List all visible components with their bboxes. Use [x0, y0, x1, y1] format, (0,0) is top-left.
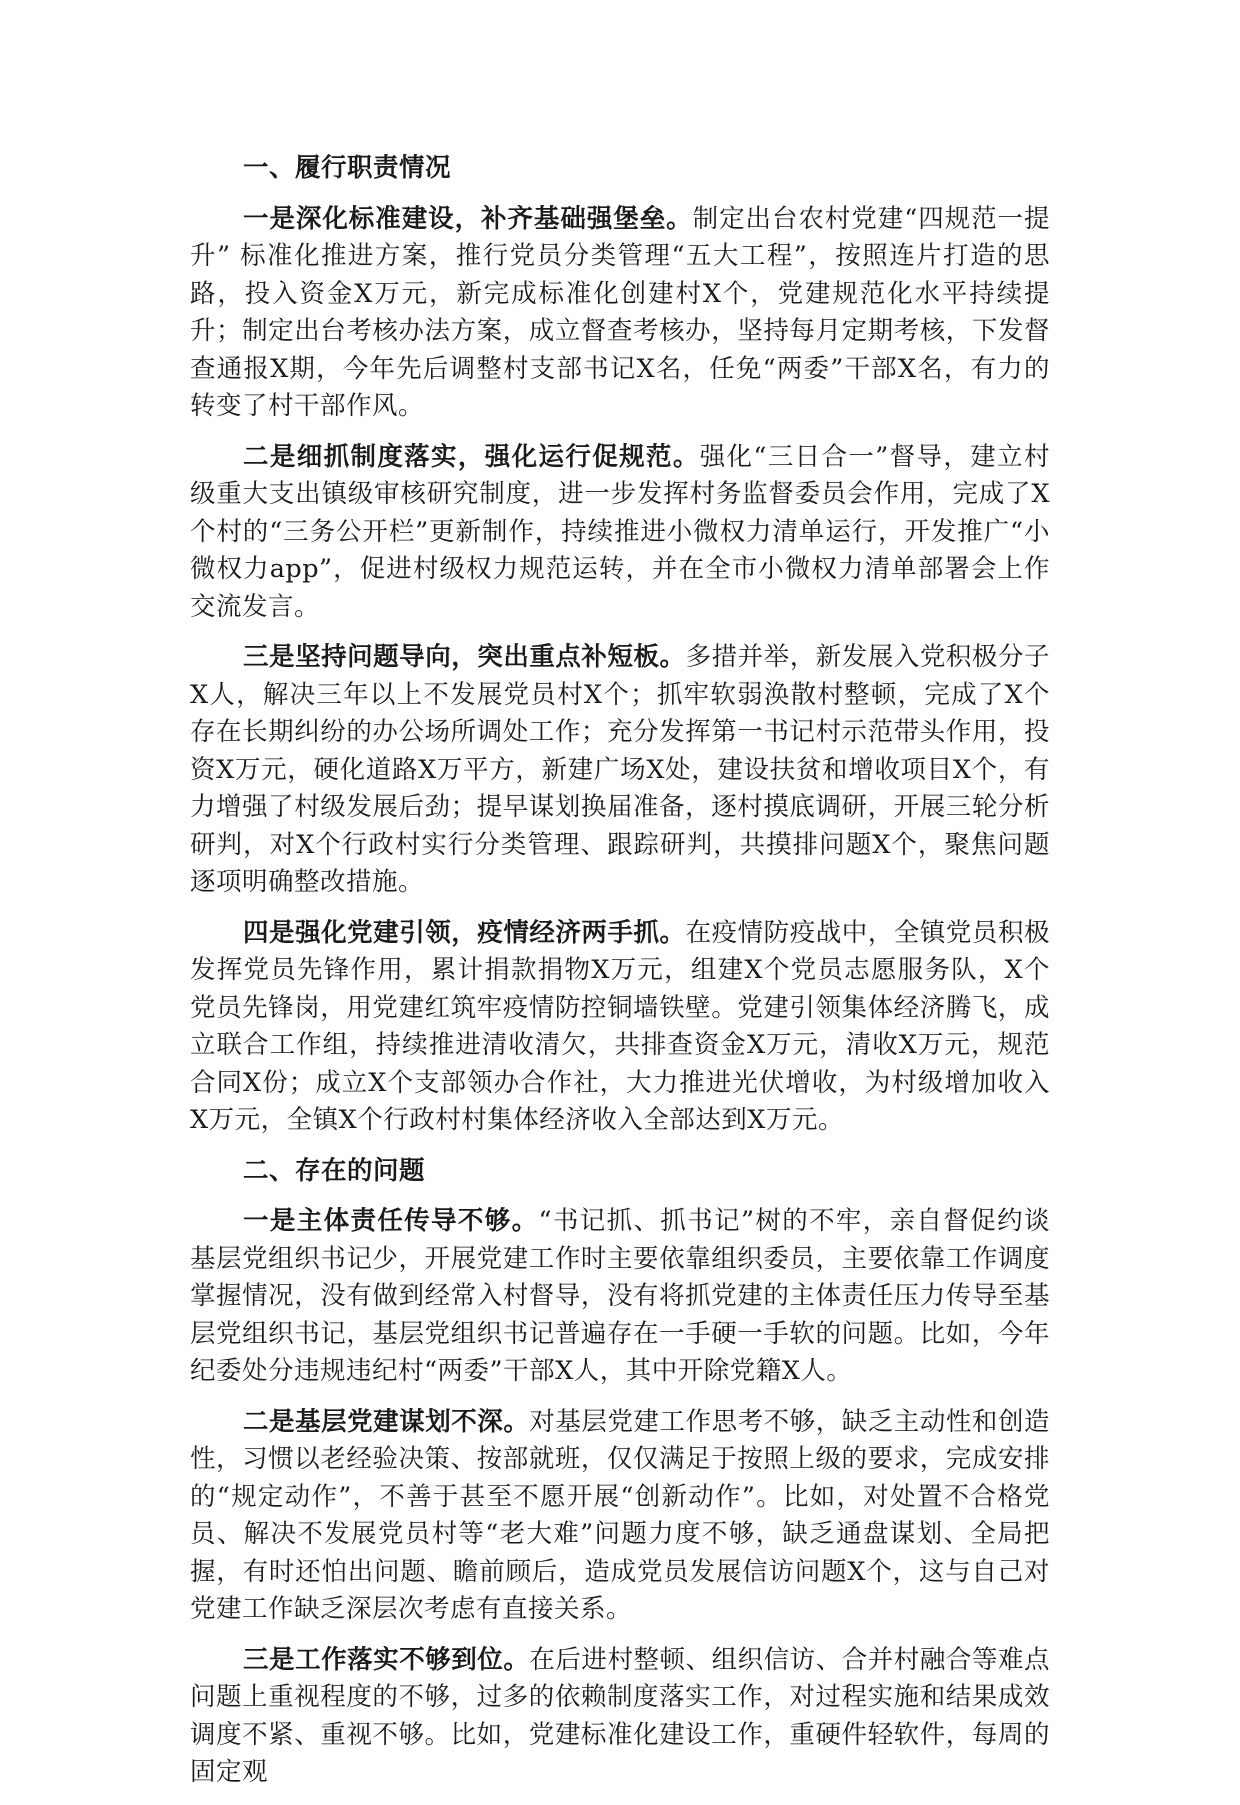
- section-heading-1: 一、履行职责情况: [243, 153, 452, 183]
- paragraph-body: 对基层党建工作思考不够，缺乏主动性和创造性，习惯以老经验决策、按部就班，仅仅满足于按照上级的要求，完成安排的“规定动作”，不善于甚至不愿开展“创新动作”。比如，对处置不合格党员、解决不发展党员村等“老大难”问题力度不够，缺乏通盘谋划、全局把握，有时还怕出问题、瞻前顾后，造成党员发展信访问题X个，这与自己对党建工作缺乏深层次考虑有直接关系。: [190, 1406, 1050, 1624]
- paragraph-2-2: [190, 1404, 1050, 1629]
- paragraph-1-2: [190, 439, 1050, 627]
- paragraph-2-1: [190, 1203, 1050, 1391]
- paragraph-2-3: [190, 1642, 1050, 1792]
- paragraph-body: 制定出台农村党建“四规范一提升” 标准化推进方案，推行党员分类管理“五大工程”，按照连片打造的思路，投入资金X万元，新完成标准化创建村X个，党建规范化水平持续提升；制定出台考核办法方案，成立督查考核办，坚持每月定期考核，下发督查通报X期，今年先后调整村支部书记X名，任免“两委”干部X名，有力的转变了村干部作风。: [190, 203, 1050, 421]
- paragraph-1-4: [190, 915, 1050, 1140]
- paragraph-lead: 二是细抓制度落实，强化运行促规范。: [243, 441, 700, 472]
- paragraph-lead: 四是强化党建引领，疫情经济两手抓。: [243, 917, 686, 948]
- paragraph-body: 在疫情防疫战中，全镇党员积极发挥党员先锋作用，累计捐款捐物X万元，组建X个党员志愿服务队，X个党员先锋岗，用党建红筑牢疫情防控铜墙铁壁。党建引领集体经济腾飞，成立联合工作组，持续推进清收清欠，共排查资金X万元，清收X万元，规范合同X份；成立X个支部领办合作社，大力推进光伏增收，为村级增加收入X万元，全镇X个行政村村集体经济收入全部达到X万元。: [190, 917, 1050, 1135]
- paragraph-lead: 一是深化标准建设，补齐基础强堡垒。: [243, 203, 693, 234]
- document-page: [190, 150, 1050, 1805]
- paragraph-lead: 三是坚持问题导向，突出重点补短板。: [243, 642, 686, 672]
- paragraph-lead: 二是基层党建谋划不深。: [243, 1406, 530, 1437]
- paragraph-body: 强化“三日合一”督导，建立村级重大支出镇级审核研究制度，进一步发挥村务监督委员会作用，完成了X个村的“三务公开栏”更新制作，持续推进小微权力清单运行，开发推广“小微权力app”，促进村级权力规范运转，并在全市小微权力清单部署会上作交流发言。: [190, 441, 1050, 622]
- paragraph-body: “书记抓、抓书记”树的不牢，亲自督促约谈基层党组织书记少，开展党建工作时主要依靠组织委员，主要依靠工作调度掌握情况，没有做到经常入村督导，没有将抓党建的主体责任压力传导至基层党组织书记，基层党组织书记普遍存在一手硬一手软的问题。比如，今年纪委处分违规违纪村“两委”干部X人，其中开除党籍X人。: [190, 1206, 1050, 1386]
- paragraph-body: 多措并举，新发展入党积极分子X人，解决三年以上不发展党员村X个；抓牢软弱涣散村整顿，完成了X个存在长期纠纷的办公场所调处工作；充分发挥第一书记村示范带头作用，投资X万元，硬化道路X万平方，新建广场X处，建设扶贫和增收项目X个，有力增强了村级发展后劲；提早谋划换届准备，逐村摸底调研，开展三轮分析研判，对X个行政村实行分类管理、跟踪研判，共摸排问题X个，聚焦问题逐项明确整改措施。: [190, 642, 1050, 897]
- section-heading-2: 二、存在的问题: [243, 1155, 426, 1186]
- paragraph-lead: 三是工作落实不够到位。: [243, 1644, 530, 1675]
- paragraph-body: 在后进村整顿、组织信访、合并村融合等难点问题上重视程度的不够，过多的依赖制度落实工作，对过程实施和结果成效调度不紧、重视不够。比如，党建标准化建设工作，重硬件轻软件，每周的固定观: [190, 1644, 1050, 1787]
- paragraph-lead: 一是主体责任传导不够。: [243, 1206, 539, 1236]
- paragraph-1-1: [190, 201, 1050, 426]
- paragraph-1-3: [190, 639, 1050, 902]
